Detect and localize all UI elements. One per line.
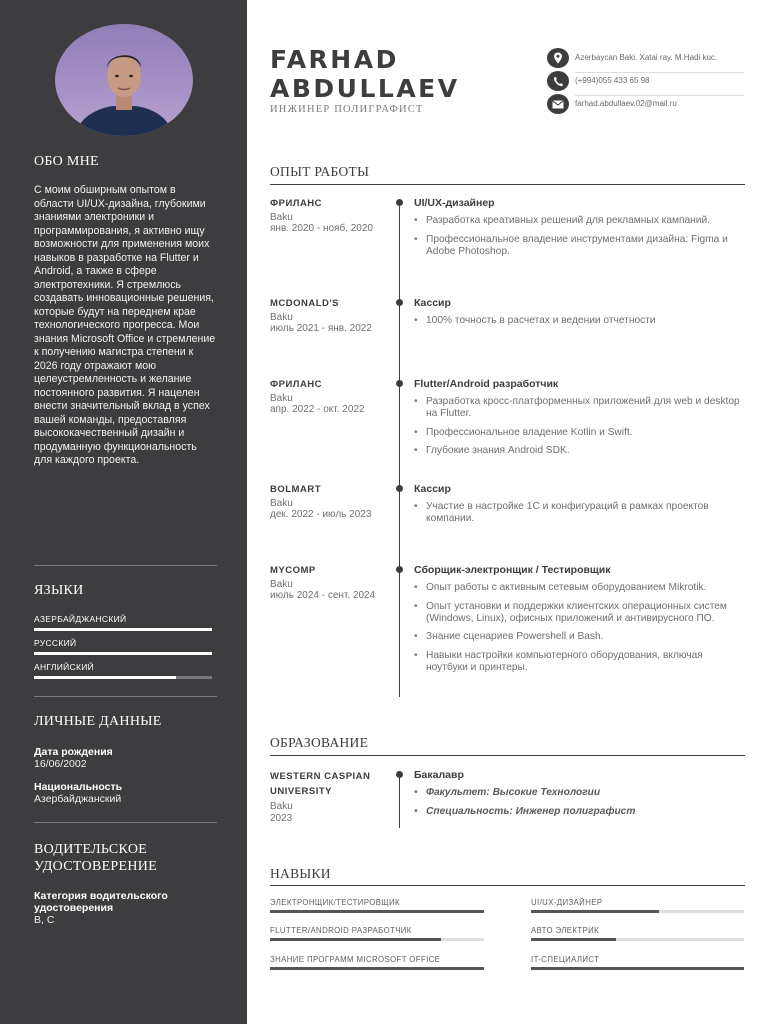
language-level-track	[34, 628, 212, 631]
skill-item	[270, 955, 484, 969]
skill-level-bar	[531, 938, 616, 941]
job-role: Кассир	[414, 483, 451, 495]
list-item: • Навыки настройки компьютерного оборудования, включая ноутбуки и принтеры.	[414, 650, 746, 674]
job-role: Сборщик-электронщик / Тестировщик	[414, 564, 611, 576]
nationality-label: Национальность	[34, 781, 123, 793]
skill-level-bar	[531, 910, 659, 913]
timeline-dot	[396, 485, 403, 492]
skill-item	[270, 898, 484, 912]
skill-name: UI/UX-ДИЗАЙНЕР	[531, 898, 603, 907]
license-category-value: B, C	[34, 914, 55, 926]
company-name: ФРИЛАНС	[270, 379, 323, 390]
phone-text: (+994)055 433 65 98	[575, 76, 650, 85]
skill-level-bar	[270, 938, 441, 941]
contact-address	[547, 48, 744, 70]
license-heading-line: ВОДИТЕЛЬСКОЕ	[34, 842, 148, 857]
language-level-bar	[34, 652, 212, 655]
timeline-line	[399, 773, 400, 828]
skill-name: FLUTTER/ANDROID РАЗРАБОТЧИК	[270, 926, 412, 935]
education-bullets	[414, 787, 746, 818]
skill-level-bar	[270, 910, 484, 913]
job-city: Baku	[270, 578, 293, 590]
first-name: FARHAD	[270, 45, 399, 74]
divider	[34, 822, 217, 823]
timeline-line	[399, 202, 400, 697]
location-pin-icon	[547, 48, 569, 68]
language-name: РУССКИЙ	[34, 638, 77, 648]
list-item: • Профессиональное владение Kotlin и Swift.	[414, 427, 746, 439]
education-heading: ОБРАЗОВАНИЕ	[270, 735, 369, 750]
language-level-bar	[34, 676, 176, 679]
job-bullets	[414, 315, 746, 327]
language-level-track	[34, 676, 212, 679]
birth-date-value: 16/06/2002	[34, 758, 87, 770]
address-text: Azerbaycan Baki. Xatai ray. M.Hadi kuc.	[575, 53, 718, 62]
divider	[34, 565, 217, 566]
sidebar	[0, 0, 247, 1024]
education-meta	[270, 769, 390, 825]
personal-data-heading: ЛИЧНЫЕ ДАННЫЕ	[34, 714, 162, 729]
skill-level-track	[270, 910, 484, 913]
experience-heading: ОПЫТ РАБОТЫ	[270, 164, 370, 179]
job-meta	[270, 484, 385, 521]
job-city: Baku	[270, 311, 293, 323]
license-heading	[34, 841, 157, 875]
skill-item	[531, 955, 744, 969]
job-bullets	[414, 215, 746, 257]
job-details	[414, 197, 746, 264]
last-name: ABDULLAEV	[270, 74, 460, 103]
school-year: 2023	[270, 813, 293, 824]
job-city: Baku	[270, 211, 293, 223]
divider	[34, 696, 217, 697]
about-heading: ОБО МНЕ	[34, 154, 99, 169]
avatar	[55, 24, 193, 136]
job-period: июль 2024 - сент. 2024	[270, 590, 376, 601]
skill-level-bar	[531, 967, 744, 970]
timeline-dot	[396, 380, 403, 387]
list-item: • Специальность: Инженер полиграфист	[414, 806, 746, 818]
job-meta	[270, 198, 385, 235]
license-category-label: Категория водительского удостоверения	[34, 890, 168, 914]
skill-item	[531, 898, 744, 912]
company-name: MYCOMP	[270, 565, 316, 576]
language-level-track	[34, 652, 212, 655]
skill-item	[531, 926, 744, 940]
languages-heading: ЯЗЫКИ	[34, 583, 84, 598]
job-details	[414, 564, 746, 681]
birth-date	[34, 746, 214, 770]
license-heading-line: УДОСТОВЕРЕНИЕ	[34, 859, 158, 874]
skill-name: IT-СПЕЦИАЛИСТ	[531, 955, 600, 964]
list-item: • Факультет: Высокие Технологии	[414, 787, 746, 799]
full-name	[270, 45, 460, 103]
contact-email	[547, 94, 744, 116]
list-item: • Разработка креативных решений для рекламных кампаний.	[414, 215, 746, 227]
list-item: • Профессиональное владение инструментами дизайна: Figma и Adobe Photoshop.	[414, 234, 746, 258]
license-category	[34, 890, 204, 926]
timeline-dot	[396, 199, 403, 206]
nationality	[34, 781, 214, 805]
job-bullets	[414, 582, 746, 674]
job-details	[414, 378, 746, 464]
school-name: WESTERN CASPIAN UNIVERSITY	[270, 771, 371, 797]
language-item	[34, 662, 212, 679]
section-divider	[270, 885, 745, 886]
list-item: • 100% точность в расчетах и ведении отчетности	[414, 315, 746, 327]
phone-icon	[547, 71, 569, 91]
about-text: С моим обширным опытом в области UI/UX-дизайна, глубокими знаниями электроники и программирования, я активно ищу возможности для применения моих навыков в разработке на Flutter и Android, а также в сфере электротехники. Я стремлюсь создавать инновационные решения, которые будут на переднем крае технологического прогресса. Мои знания Microsoft Office и стремление к получению магистра степени к 2026 году отражают мою целеустремленность и желание постоянного развития. Я нацелен внести значительный вклад в успех вашей команды, предоставляя высококачественный дизайн и продуманную функциональность для каждого проекта.	[34, 184, 216, 466]
job-period: янв. 2020 - нояб. 2020	[270, 223, 373, 234]
skill-name: ЗНАНИЕ ПРОГРАММ MICROSOFT OFFICE	[270, 955, 441, 964]
email-text[interactable]: farhad.abdullaev.02@mail.ru	[575, 99, 677, 108]
section-divider	[270, 755, 745, 756]
job-period: июль 2021 - янв. 2022	[270, 323, 372, 334]
job-details	[414, 483, 746, 532]
school-city: Baku	[270, 801, 293, 812]
language-name: АНГЛИЙСКИЙ	[34, 662, 95, 672]
skill-name: АВТО ЭЛЕКТРИК	[531, 926, 600, 935]
job-role: Кассир	[414, 297, 451, 309]
job-title: ИНЖИНЕР ПОЛИГРАФИСТ	[270, 104, 424, 115]
job-period: дек. 2022 - июль 2023	[270, 509, 372, 520]
company-name: BOLMART	[270, 484, 321, 495]
list-item: • Разработка кросс-платформенных приложений для web и desktop на Flutter.	[414, 396, 746, 420]
contact-phone	[547, 71, 744, 93]
timeline-dot	[396, 771, 403, 778]
skill-item	[270, 926, 484, 940]
language-level-bar	[34, 628, 212, 631]
list-item: • Опыт работы с активным сетевым оборудованием Mikrotik.	[414, 582, 746, 594]
company-name: ФРИЛАНС	[270, 198, 323, 209]
education-details	[414, 769, 746, 825]
list-item: • Знание сценариев Powershell и Bash.	[414, 631, 746, 643]
list-item: • Участие в настройке 1С и конфигураций в рамках проектов компании.	[414, 501, 746, 525]
job-bullets	[414, 501, 746, 525]
skill-level-track	[270, 967, 484, 970]
nationality-value: Азербайджанский	[34, 793, 122, 805]
skill-level-bar	[270, 967, 484, 970]
list-item: • Опыт установки и поддержки клиентских операционных систем (Windows, Linux), офисных приложений и антивирусного ПО.	[414, 601, 746, 625]
skill-level-track	[531, 910, 744, 913]
language-item	[34, 638, 212, 655]
skill-name: ЭЛЕКТРОНЩИК/ТЕСТИРОВЩИК	[270, 898, 400, 907]
job-role: UI/UX-дизайнер	[414, 197, 495, 209]
job-meta	[270, 565, 385, 602]
degree: Бакалавр	[414, 769, 464, 781]
language-item	[34, 614, 212, 631]
skills-heading: НАВЫКИ	[270, 866, 331, 881]
list-item: • Глубокие знания Android SDK.	[414, 445, 746, 457]
skill-level-track	[270, 938, 484, 941]
job-meta	[270, 298, 385, 335]
job-period: апр. 2022 - окт. 2022	[270, 404, 365, 415]
company-name: MCDONALD'S	[270, 298, 340, 309]
section-divider	[270, 184, 745, 185]
profile-photo	[55, 24, 193, 136]
job-bullets	[414, 396, 746, 457]
timeline-dot	[396, 566, 403, 573]
timeline-dot	[396, 299, 403, 306]
language-name: АЗЕРБАЙДЖАНСКИЙ	[34, 614, 127, 624]
job-role: Flutter/Android разработчик	[414, 378, 559, 390]
job-meta	[270, 379, 385, 416]
job-city: Baku	[270, 497, 293, 509]
mail-icon	[547, 94, 569, 114]
skill-level-track	[531, 967, 744, 970]
skill-level-track	[531, 938, 744, 941]
job-city: Baku	[270, 392, 293, 404]
birth-date-label: Дата рождения	[34, 746, 113, 758]
job-details	[414, 297, 746, 334]
